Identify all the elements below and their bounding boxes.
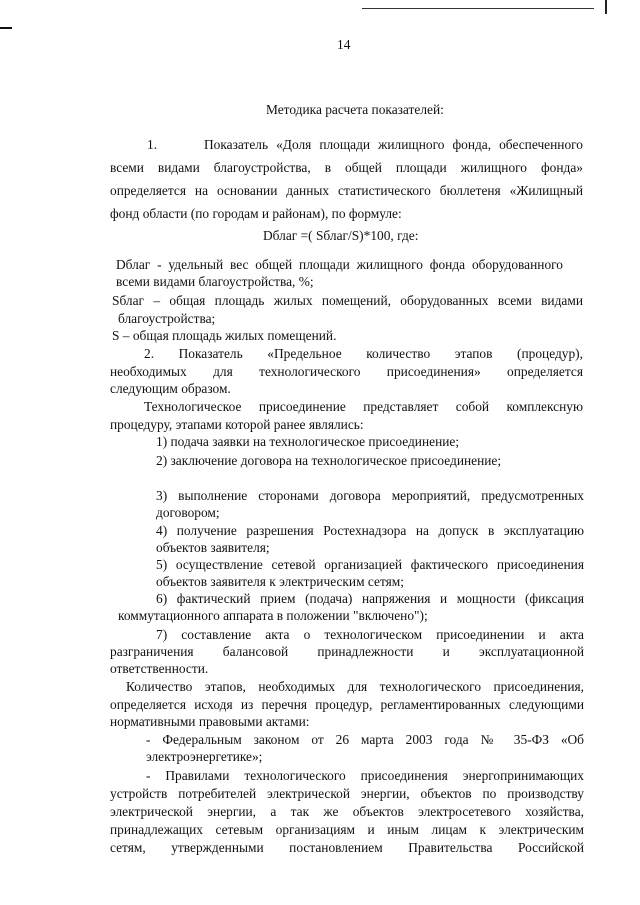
list-item: 7) составление акта о технологическом присоединении и акта	[156, 627, 584, 642]
paragraph-line: всеми видами благоустройства, в общей площади жилищного фонда»	[110, 160, 583, 175]
item-number: 1.	[147, 137, 158, 152]
section-heading: Методика расчета показателей:	[266, 102, 444, 117]
definition-line: благоустройства;	[118, 311, 216, 326]
definition-line: Dблаг - удельный вес общей площади жилищного фонда оборудованного	[116, 257, 563, 272]
paragraph-line: следующим образом.	[110, 381, 231, 396]
paragraph-line: определяется на основании данных статистического бюллетеня «Жилищный	[110, 183, 583, 198]
paragraph-line: процедуру, этапами которой ранее являлись:	[110, 417, 364, 432]
paragraph-line: нормативными правовыми актами:	[110, 714, 310, 729]
paragraph-line: Количество этапов, необходимых для технологического присоединения,	[126, 679, 584, 694]
list-item: 2) заключение договора на технологическое присоединение;	[156, 453, 502, 468]
list-item: электрической энергии, а так же объектов электросетевого хозяйства,	[110, 804, 584, 819]
formula: Dблаг =( Sблаг/S)*100, где:	[263, 228, 419, 243]
list-item: электроэнергетике»;	[146, 749, 263, 764]
list-item: коммутационного аппарата в положении "включено");	[118, 608, 428, 623]
list-item: ответственности.	[110, 661, 209, 676]
paragraph-line: 2. Показатель «Предельное количество этапов (процедур),	[144, 346, 583, 361]
paragraph-line: определяется исходя из перечня процедур, регламентированных следующими	[110, 697, 584, 712]
paragraph-line: Технологическое присоединение представляет собой комплексную	[144, 399, 583, 414]
list-item: договором;	[156, 505, 220, 520]
paragraph-line: Показатель «Доля площади жилищного фонда, обеспеченного	[204, 137, 583, 152]
paragraph-line: необходимых для технологического присоединения» определяется	[110, 364, 583, 379]
list-item: принадлежащих сетевым организациям и иным лицам к электрическим	[110, 822, 584, 837]
list-item: 6) фактический прием (подача) напряжения и мощности (фиксация	[156, 591, 584, 606]
definition-line: Sблаг – общая площадь жилых помещений, оборудованных всеми видами	[112, 293, 583, 308]
list-item: - Правилами технологического присоединения энергопринимающих	[146, 768, 584, 783]
list-item: 3) выполнение сторонами договора мероприятий, предусмотренных	[156, 488, 584, 503]
list-item: 1) подача заявки на технологическое присоединение;	[156, 434, 460, 449]
list-item: 4) получение разрешения Ростехнадзора на допуск в эксплуатацию	[156, 523, 584, 538]
list-item: 5) осуществление сетевой организацией фактического присоединения	[156, 557, 584, 572]
definition-line: всеми видами благоустройства, %;	[116, 274, 314, 289]
scan-artifact-mark	[0, 27, 12, 29]
page-number: 14	[337, 37, 351, 52]
list-item: сетям, утвержденными постановлением Правительства Российской	[110, 840, 584, 855]
list-item: устройств потребителей электрической энергии, объектов по производству	[110, 786, 584, 801]
definition-line: S – общая площадь жилых помещений.	[112, 328, 337, 343]
list-item: разграничения балансовой принадлежности и эксплуатационной	[110, 644, 584, 659]
list-item: - Федеральным законом от 26 марта 2003 года № 35-ФЗ «Об	[146, 732, 584, 747]
scan-artifact-mark	[605, 0, 607, 14]
list-item: объектов заявителя к электрическим сетям;	[156, 574, 404, 589]
scan-artifact-line	[362, 8, 594, 9]
list-item: объектов заявителя;	[156, 540, 270, 555]
paragraph-line: фонд области (по городам и районам), по формуле:	[110, 206, 402, 221]
